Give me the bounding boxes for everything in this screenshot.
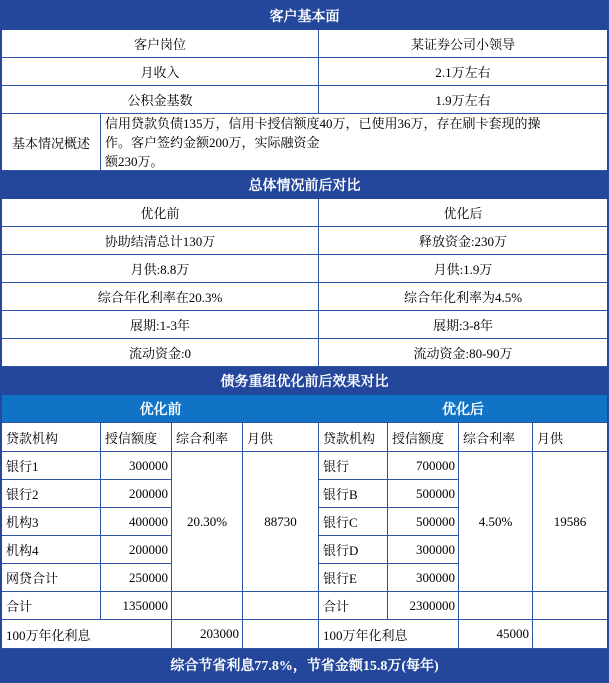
row-value: 2.1万左右 xyxy=(319,58,607,86)
column-header-monthly: 月供 xyxy=(243,423,319,452)
after-value: 综合年化利率为4.5% xyxy=(319,283,607,311)
before-value: 协助结清总计130万 xyxy=(2,227,319,255)
overview-text xyxy=(101,114,607,171)
lender-cell: 机构3 xyxy=(2,508,101,536)
lender-cell: 银行1 xyxy=(2,452,101,480)
row-label: 客户岗位 xyxy=(2,30,319,58)
lender-cell: 银行C xyxy=(319,508,388,536)
customer-basics-table xyxy=(2,30,607,114)
after-value: 月供:1.9万 xyxy=(319,255,607,283)
lender-cell: 机构4 xyxy=(2,536,101,564)
interest-label: 100万年化利息 xyxy=(319,620,459,649)
lender-cell: 银行2 xyxy=(2,480,101,508)
credit-cell: 500000 xyxy=(388,508,459,536)
customer-overview-row xyxy=(2,114,607,171)
lender-cell: 银行B xyxy=(319,480,388,508)
lender-cell: 银行D xyxy=(319,536,388,564)
after-value: 释放资金:230万 xyxy=(319,227,607,255)
credit-cell: 300000 xyxy=(388,564,459,592)
after-value: 流动资金:80-90万 xyxy=(319,339,607,367)
empty-cell xyxy=(172,592,243,620)
credit-cell: 500000 xyxy=(388,480,459,508)
overview-line: 额230万。 xyxy=(105,153,164,169)
total-label: 合计 xyxy=(2,592,101,620)
before-value: 流动资金:0 xyxy=(2,339,319,367)
column-header-rate: 综合利率 xyxy=(459,423,533,452)
section-title-customer-basics: 客户基本面 xyxy=(2,2,607,30)
credit-cell: 200000 xyxy=(101,536,172,564)
credit-cell: 700000 xyxy=(388,452,459,480)
column-header-lender: 贷款机构 xyxy=(2,423,101,452)
empty-cell xyxy=(533,620,607,649)
row-label: 月收入 xyxy=(2,58,319,86)
row-value: 1.9万左右 xyxy=(319,86,607,114)
restructure-detail-table xyxy=(2,395,607,649)
section-title-restructure-comparison: 债务重组优化前后效果对比 xyxy=(2,367,607,395)
rate-merged-cell: 4.50% xyxy=(459,452,533,592)
before-value: 展期:1-3年 xyxy=(2,311,319,339)
total-credit: 2300000 xyxy=(388,592,459,620)
column-header-monthly: 月供 xyxy=(533,423,607,452)
credit-cell: 400000 xyxy=(101,508,172,536)
row-value: 某证券公司小领导 xyxy=(319,30,607,58)
overview-line: 信用贷款负债135万，信用卡授信额度40万，已使用36万，存在刷卡套现的操 xyxy=(105,115,541,131)
interest-label: 100万年化利息 xyxy=(2,620,172,649)
overview-line: 作。客户签约金额200万，实际融资金 xyxy=(105,134,320,150)
section-title-overall-comparison: 总体情况前后对比 xyxy=(2,171,607,199)
lender-cell: 银行 xyxy=(319,452,388,480)
after-value: 展期:3-8年 xyxy=(319,311,607,339)
lender-cell: 网贷合计 xyxy=(2,564,101,592)
empty-cell xyxy=(533,592,607,620)
before-value: 综合年化利率在20.3% xyxy=(2,283,319,311)
overall-comparison-table xyxy=(2,199,607,367)
savings-summary: 综合节省利息77.8%，节省金额15.8万(每年) xyxy=(2,649,607,681)
total-credit: 1350000 xyxy=(101,592,172,620)
column-header-before: 优化前 xyxy=(2,199,319,227)
rate-merged-cell: 20.30% xyxy=(172,452,243,592)
credit-cell: 250000 xyxy=(101,564,172,592)
interest-value: 203000 xyxy=(172,620,243,649)
interest-value: 45000 xyxy=(459,620,533,649)
column-header-credit: 授信额度 xyxy=(101,423,172,452)
credit-cell: 300000 xyxy=(101,452,172,480)
credit-cell: 300000 xyxy=(388,536,459,564)
column-header-credit: 授信额度 xyxy=(388,423,459,452)
lender-cell: 银行E xyxy=(319,564,388,592)
column-header-rate: 综合利率 xyxy=(172,423,243,452)
empty-cell xyxy=(243,592,319,620)
group-header-before: 优化前 xyxy=(2,395,319,423)
row-label: 公积金基数 xyxy=(2,86,319,114)
column-header-lender: 贷款机构 xyxy=(319,423,388,452)
overview-label: 基本情况概述 xyxy=(2,114,101,171)
empty-cell xyxy=(243,620,319,649)
column-header-after: 优化后 xyxy=(319,199,607,227)
monthly-merged-cell: 88730 xyxy=(243,452,319,592)
group-header-after: 优化后 xyxy=(319,395,607,423)
before-value: 月供:8.8万 xyxy=(2,255,319,283)
total-label: 合计 xyxy=(319,592,388,620)
monthly-merged-cell: 19586 xyxy=(533,452,607,592)
credit-cell: 200000 xyxy=(101,480,172,508)
empty-cell xyxy=(459,592,533,620)
